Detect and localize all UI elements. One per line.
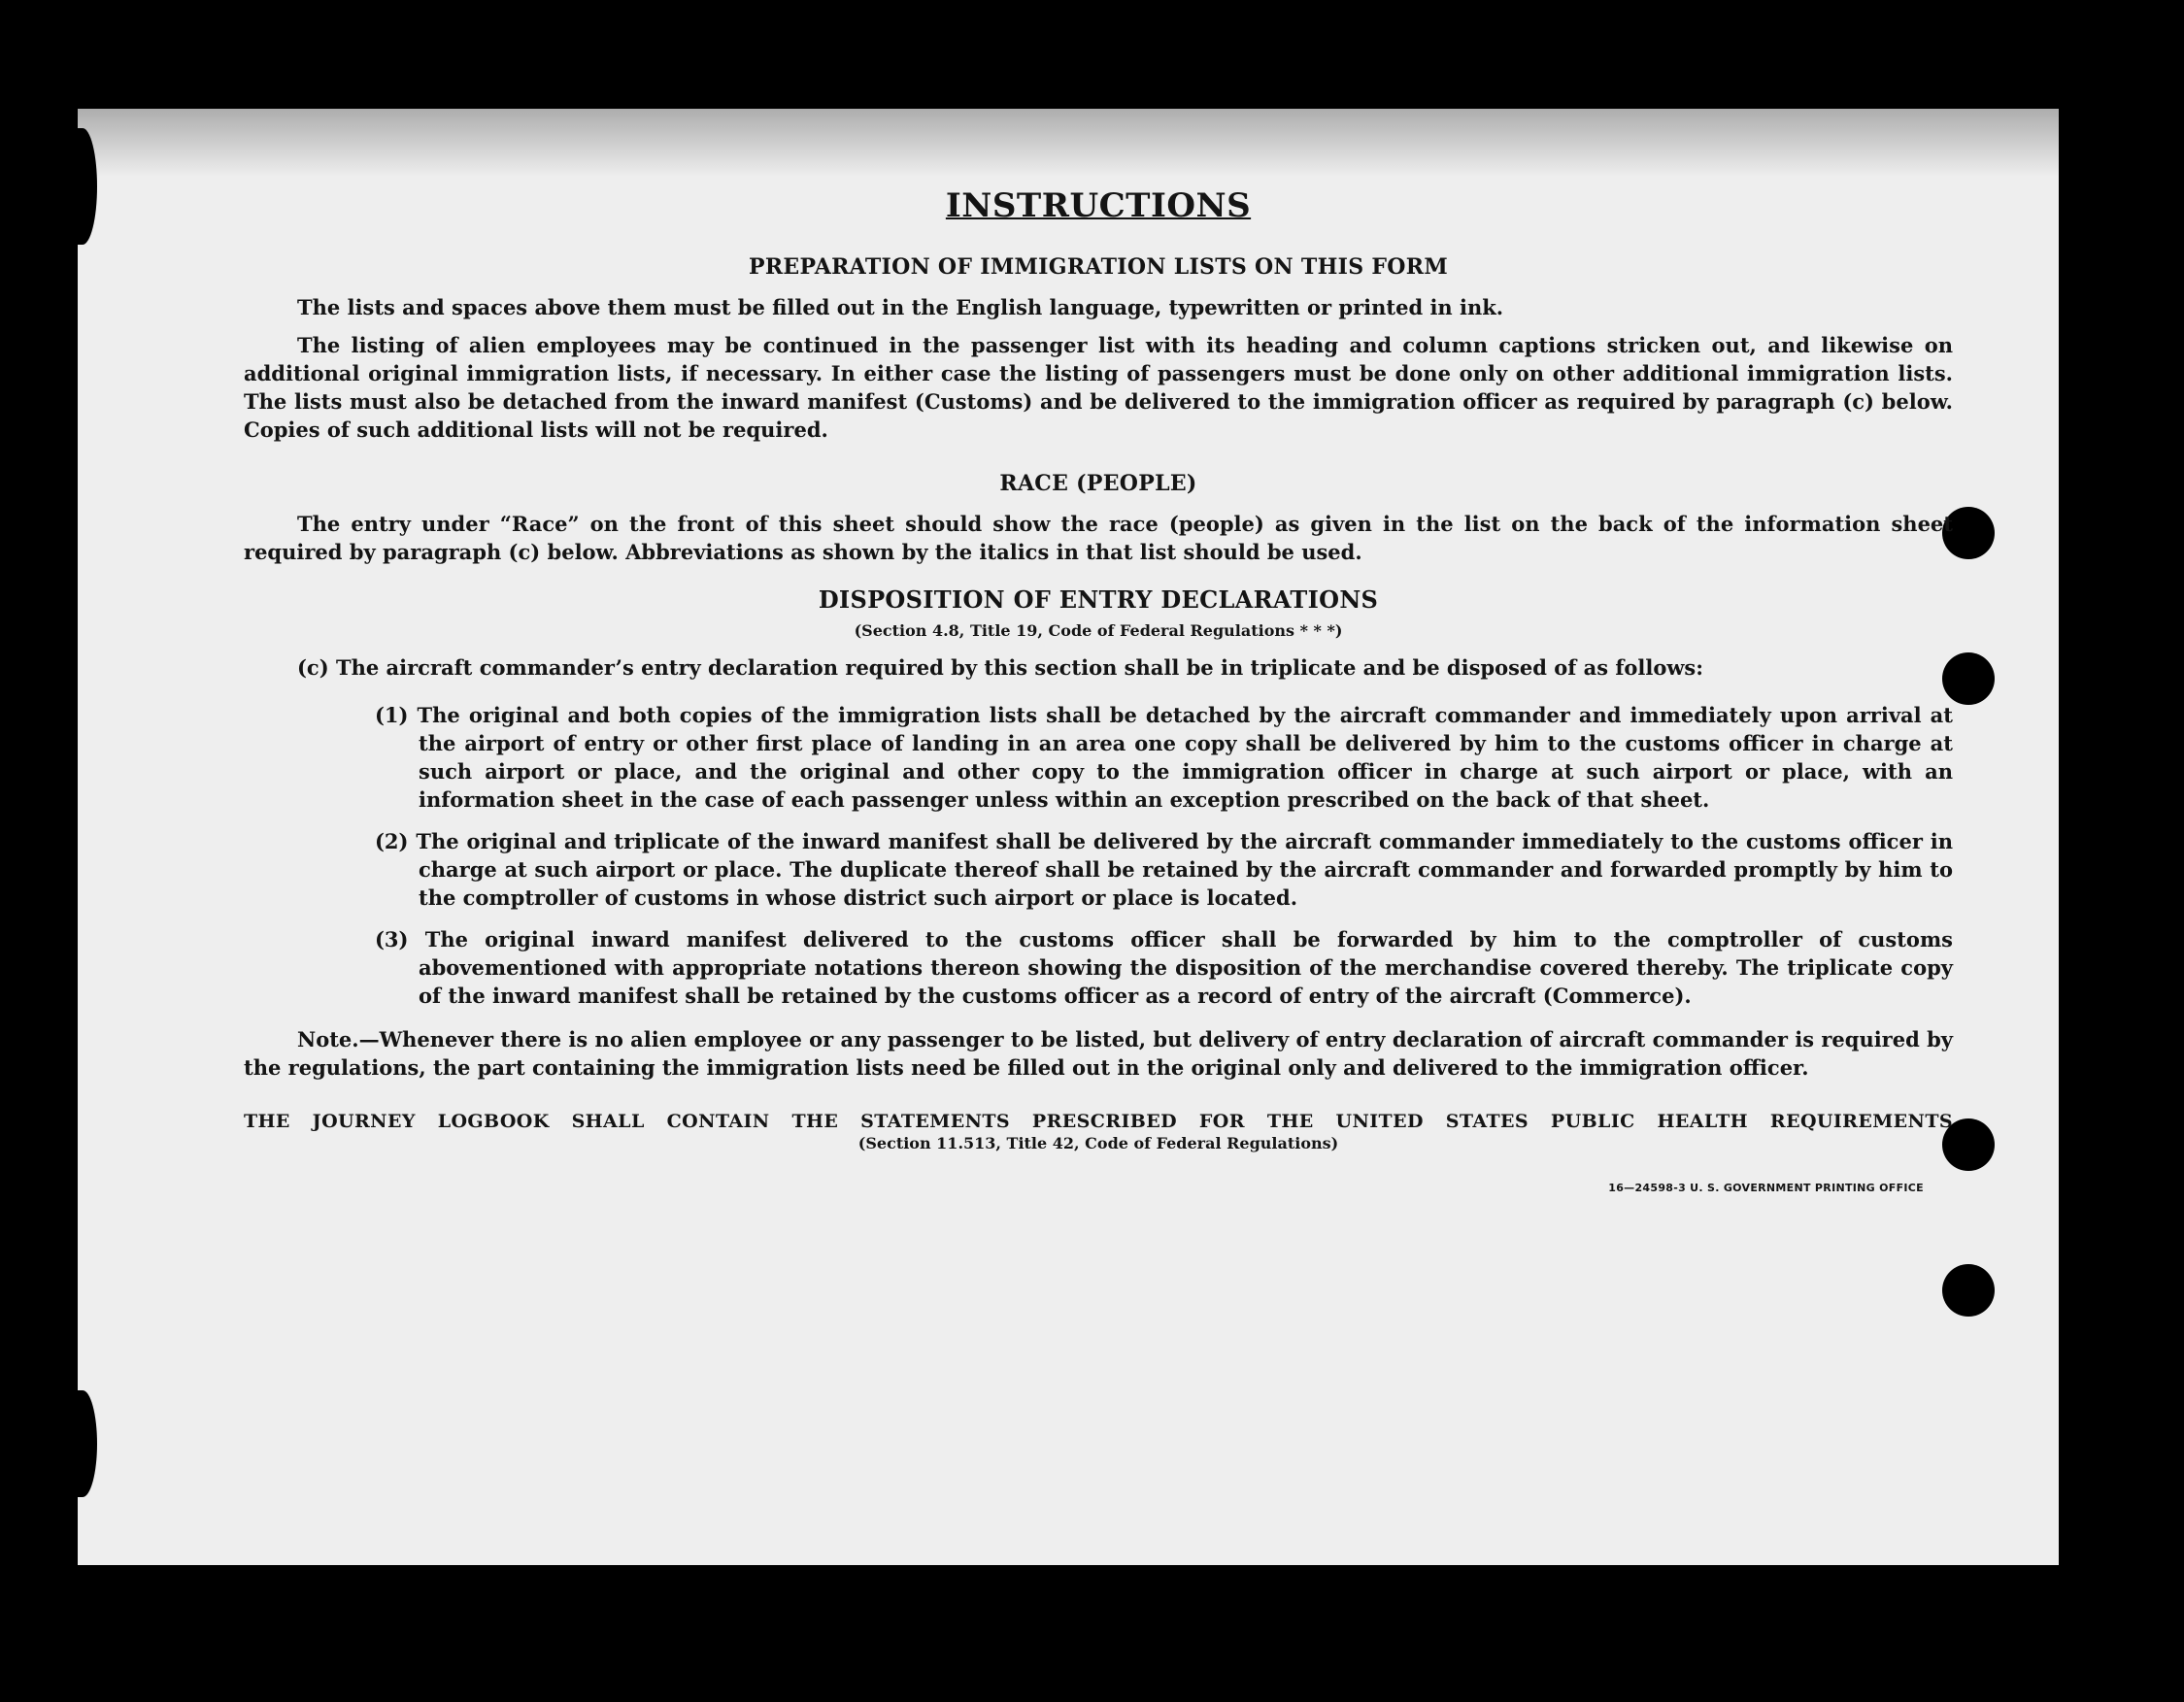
item-3: (3) The original inward manifest delivered to the customs officer shall be forwarded by him to the comptroller of customs abovementioned with appropriate notations thereon showing the disposition of the merchandise covered thereby. The triplicate copy of the inward manifest shall be retained by the customs officer as a record of entry of the aircraft (Commerce).: [375, 927, 1953, 1008]
page-title: INSTRUCTIONS: [945, 186, 1252, 225]
health-requirements-citation: (Section 11.513, Title 42, Code of Federal Regulations): [857, 1134, 1339, 1152]
torn-edge-bottom: [68, 1390, 97, 1497]
prep-paragraph-1: The lists and spaces above them must be filled out in the English language, typewritten or printed in ink.: [297, 295, 1504, 319]
race-heading: RACE (PEOPLE): [999, 471, 1197, 496]
punch-hole-4: [1942, 1264, 1995, 1317]
health-requirements-line: THE JOURNEY LOGBOOK SHALL CONTAIN THE STATEMENTS PRESCRIBED FOR THE UNITED STATES PUBLIC HEALTH REQUIREMENTS: [244, 1111, 1953, 1132]
race-paragraph: The entry under “Race” on the front of this sheet should show the race (people) as given in the list on the back of the information sheet required by paragraph (c) below. Abbreviations as shown by the italics in that list should be used.: [244, 512, 1953, 564]
document-sheet: [78, 109, 2059, 1565]
note-paragraph: Note.—Whenever there is no alien employee or any passenger to be listed, but delivery of entry declaration of aircraft commander is required by the regulations, the part containing the immigration lists need be filled out in the original only and delivered to the immigration officer.: [244, 1027, 1953, 1080]
prep-paragraph-2: The listing of alien employees may be continued in the passenger list with its heading and column captions stricken out, and likewise on additional original immigration lists, if necessary. In either case the listing of passengers must be done only on other additional immigration lists. The lists must also be detached from the inward manifest (Customs) and be delivered to the immigration officer as required by paragraph (c) below. Copies of such additional lists will not be required.: [244, 333, 1953, 442]
disposition-heading: DISPOSITION OF ENTRY DECLARATIONS: [818, 585, 1379, 614]
prep-heading: PREPARATION OF IMMIGRATION LISTS ON THIS FORM: [748, 254, 1449, 280]
document-content: [244, 186, 1953, 1194]
paragraph-c: (c) The aircraft commander’s entry declaration required by this section shall be in triplicate and be disposed of as follows:: [297, 655, 1704, 680]
torn-edge-top: [68, 128, 97, 245]
disposition-subheading: (Section 4.8, Title 19, Code of Federal Regulations * * *): [854, 621, 1343, 640]
printing-office-imprint: 16—24598-3 U. S. GOVERNMENT PRINTING OFFICE: [1608, 1182, 1924, 1194]
item-1: (1) The original and both copies of the immigration lists shall be detached by the aircraft commander and immediately upon arrival at the airport of entry or other first place of landing in an area one copy shall be delivered by him to the customs officer in charge at such airport or place, and the original and other copy to the immigration officer in charge at such airport or place, with an information sheet in the case of each passenger unless within an exception prescribed on the back of that sheet.: [375, 703, 1953, 812]
item-2: (2) The original and triplicate of the inward manifest shall be delivered by the aircraft commander immediately to the customs officer in charge at such airport or place. The duplicate thereof shall be retained by the aircraft commander and forwarded promptly by him to the comptroller of customs in whose district such airport or place is located.: [375, 829, 1953, 910]
